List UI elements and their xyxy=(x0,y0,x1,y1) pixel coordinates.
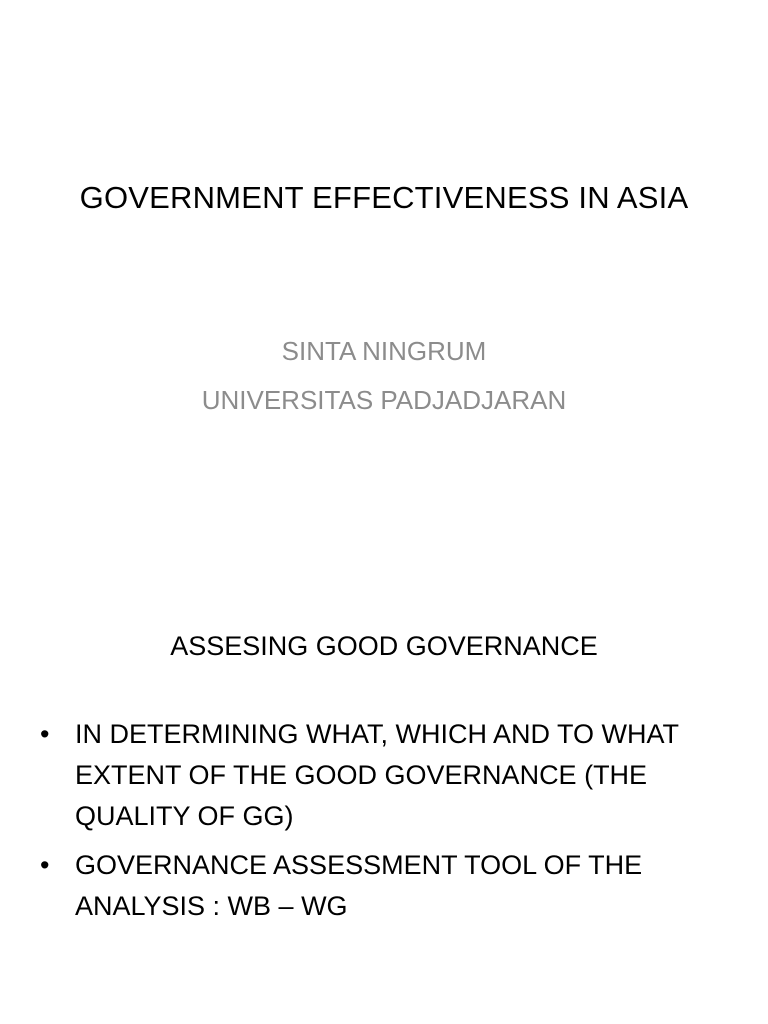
bullet-text: IN DETERMINING WHAT, WHICH AND TO WHAT EXTENT OF THE GOOD GOVERNANCE (THE QUALITY OF GG) xyxy=(75,719,679,831)
bullet-icon: • xyxy=(40,719,50,749)
bullet-icon: • xyxy=(40,850,50,880)
institution-name: UNIVERSITAS PADJADJARAN xyxy=(201,385,567,415)
bullet-list xyxy=(40,714,740,935)
bullet-text: GOVERNANCE ASSESSMENT TOOL OF THE ANALYSIS : WB – WG xyxy=(75,850,643,921)
section-title: ASSESING GOOD GOVERNANCE xyxy=(170,631,598,661)
list-item xyxy=(40,714,740,837)
list-item xyxy=(40,845,740,927)
slide-title: GOVERNMENT EFFECTIVENESS IN ASIA xyxy=(79,180,689,215)
author-name: SINTA NINGRUM xyxy=(281,336,487,366)
content-slide xyxy=(0,512,768,1024)
